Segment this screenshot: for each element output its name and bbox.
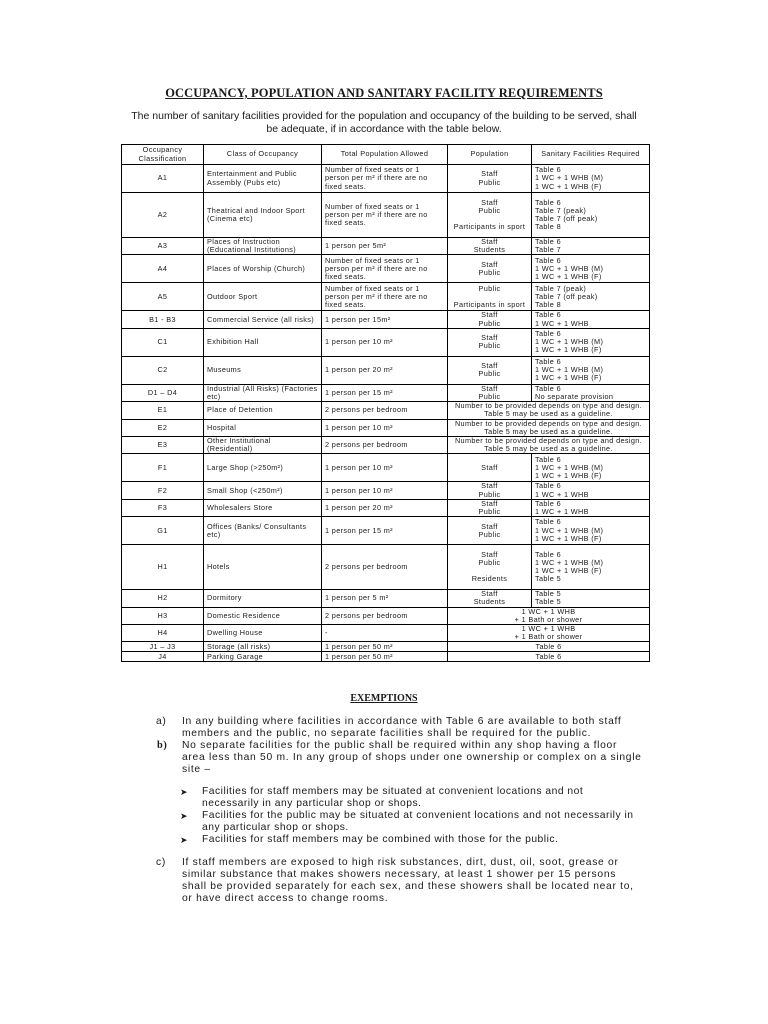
table-row xyxy=(122,165,650,193)
header-population: Population xyxy=(448,145,532,165)
population-entry: Staff xyxy=(481,481,498,491)
facility-entry: 1 WC + 1 WHB (M) xyxy=(535,173,604,183)
cell-facilities xyxy=(532,328,650,356)
cell-classification xyxy=(122,517,204,545)
table-row xyxy=(122,590,650,607)
table-row xyxy=(122,356,650,384)
population-entry: Staff xyxy=(481,310,498,320)
facility-entry: Table 6 xyxy=(535,255,561,265)
total-population: 1 person per 5 m² xyxy=(325,593,389,603)
exemption-b-marker: b) xyxy=(157,740,168,751)
cell-class-of-occupancy xyxy=(204,625,322,642)
cell-class-of-occupancy xyxy=(204,652,322,662)
cell-classification xyxy=(122,193,204,238)
bullet-arrow-icon: ➤ xyxy=(180,811,189,821)
classification-code: A1 xyxy=(157,173,168,183)
cell-class-of-occupancy xyxy=(204,311,322,328)
bullet-item xyxy=(180,810,642,834)
population-entry: Staff xyxy=(481,462,498,472)
cell-population xyxy=(448,545,532,590)
occupancy-class: Hospital xyxy=(207,422,237,432)
facility-entry: Table 5 xyxy=(535,597,561,607)
bullet-text: Facilities for staff members may be combined with those for the public. xyxy=(202,834,559,845)
bullet-item xyxy=(180,834,642,846)
cell-sanitary-note xyxy=(448,652,650,662)
cell-class-of-occupancy xyxy=(204,238,322,255)
intro-paragraph: The number of sanitary facilities provided for the population and occupancy of the building to be served, shall be adequate, if in accordance with the table below. xyxy=(131,110,637,135)
cell-classification xyxy=(122,238,204,255)
sanitary-note: Table 6 xyxy=(535,651,562,661)
bullet-text: Facilities for the public may be situated at convenient locations and not necessarily in any particular shop or shops. xyxy=(202,810,634,833)
classification-code: A2 xyxy=(157,209,168,219)
sanitary-note: Number to be provided depends on type and design. Table 5 may be used as a guideline. xyxy=(454,401,643,419)
occupancy-class: Outdoor Sport xyxy=(207,291,258,301)
cell-total-population xyxy=(322,283,448,311)
cell-classification xyxy=(122,356,204,384)
header-total-population: Total Population Allowed xyxy=(322,145,448,165)
total-population: 1 person per 5m² xyxy=(325,241,387,251)
total-population: Number of fixed seats or 1 person per m² if there are no fixed seats. xyxy=(325,283,428,309)
header-occupancy-classification: Occupancy Classification xyxy=(122,145,204,165)
cell-class-of-occupancy xyxy=(204,517,322,545)
total-population: 1 person per 20 m² xyxy=(325,365,393,375)
classification-code: E1 xyxy=(157,405,168,415)
population-entry: Staff xyxy=(481,169,498,179)
facility-entry: 1 WC + 1 WHB (F) xyxy=(535,272,602,281)
cell-class-of-occupancy xyxy=(204,590,322,607)
cell-population xyxy=(448,517,532,545)
total-population: 2 persons per bedroom xyxy=(325,562,408,572)
cell-class-of-occupancy xyxy=(204,356,322,384)
classification-code: C2 xyxy=(157,365,168,375)
population-entry: Staff xyxy=(481,384,498,393)
classification-code: F2 xyxy=(157,485,168,495)
bullet-arrow-icon: ➤ xyxy=(180,835,189,845)
cell-classification xyxy=(122,625,204,642)
classification-code: H3 xyxy=(157,610,168,620)
facility-entry: 1 WC + 1 WHB (M) xyxy=(535,525,604,535)
table-row xyxy=(122,642,650,652)
occupancy-class: Exhibition Hall xyxy=(207,337,259,347)
cell-total-population xyxy=(322,238,448,255)
table-row xyxy=(122,517,650,545)
facility-entry: Table 7 (off peak) xyxy=(535,291,598,301)
bullet-arrow-icon: ➤ xyxy=(180,787,189,797)
total-population: 1 person per 20 m² xyxy=(325,502,393,512)
population-entry: Staff xyxy=(481,361,498,371)
classification-code: H4 xyxy=(157,628,168,638)
cell-classification xyxy=(122,607,204,624)
cell-class-of-occupancy xyxy=(204,454,322,482)
total-population: 1 person per 15 m² xyxy=(325,387,393,397)
population-entry: Public xyxy=(478,489,501,499)
cell-total-population xyxy=(322,482,448,499)
cell-class-of-occupancy xyxy=(204,499,322,516)
cell-sanitary-note xyxy=(448,402,650,419)
facility-entry: Table 6 xyxy=(535,310,561,320)
table-row xyxy=(122,193,650,238)
total-population: 1 person per 10 m² xyxy=(325,422,393,432)
table-row xyxy=(122,437,650,454)
population-entry: Staff xyxy=(481,237,498,246)
cell-class-of-occupancy xyxy=(204,607,322,624)
cell-class-of-occupancy xyxy=(204,437,322,454)
cell-total-population xyxy=(322,165,448,193)
classification-code: E2 xyxy=(157,422,168,432)
cell-classification xyxy=(122,165,204,193)
cell-facilities xyxy=(532,283,650,311)
occupancy-class: Hotels xyxy=(207,562,230,572)
facility-entry: Table 7 (peak) xyxy=(535,205,587,215)
cell-facilities xyxy=(532,255,650,283)
occupancy-class: Wholesalers Store xyxy=(207,502,273,512)
cell-facilities xyxy=(532,545,650,590)
population-entry: Public xyxy=(478,392,501,402)
classification-code: A4 xyxy=(157,263,168,273)
classification-code: C1 xyxy=(157,337,168,347)
classification-code: A3 xyxy=(157,241,168,251)
cell-class-of-occupancy xyxy=(204,384,322,401)
table-row xyxy=(122,625,650,642)
facility-entry: Table 6 xyxy=(535,517,561,527)
cell-sanitary-note xyxy=(448,419,650,436)
facility-entry: 1 WC + 1 WHB (F) xyxy=(535,181,602,191)
occupancy-class: Theatrical and Indoor Sport (Cinema etc) xyxy=(207,205,305,223)
sanitary-note: 1 WC + 1 WHB + 1 Bath or shower xyxy=(514,624,583,642)
occupancy-class: Place of Detention xyxy=(207,405,273,415)
total-population: Number of fixed seats or 1 person per m² if there are no fixed seats. xyxy=(325,255,428,281)
table-row xyxy=(122,311,650,328)
cell-population xyxy=(448,311,532,328)
population-entry: Public xyxy=(478,283,501,293)
facility-entry: Table 6 xyxy=(535,329,561,338)
header-class-of-occupancy: Class of Occupancy xyxy=(204,145,322,165)
exemption-c-text: If staff members are exposed to high risk substances, dirt, dust, oil, soot, grease or similar substance that makes showers necessary, at least 1 shower per 15 persons shall be provided separately for each sex, and these showers shall be located near to, or have direct access to change rooms. xyxy=(182,857,634,904)
facility-entry: Table 6 xyxy=(535,197,561,207)
facility-entry: Table 6 xyxy=(535,384,561,393)
facility-entry: Table 7 (peak) xyxy=(535,283,587,293)
total-population: 2 persons per bedroom xyxy=(325,610,408,620)
cell-facilities xyxy=(532,356,650,384)
occupancy-class: Dwelling House xyxy=(207,628,263,638)
cell-classification xyxy=(122,437,204,454)
total-population: 2 persons per bedroom xyxy=(325,405,408,415)
occupancy-class: Dormitory xyxy=(207,593,242,603)
exemption-b xyxy=(157,740,642,776)
facility-entry: Table 6 xyxy=(535,549,561,559)
cell-class-of-occupancy xyxy=(204,402,322,419)
occupancy-class: Commercial Service (all risks) xyxy=(207,314,314,324)
cell-classification xyxy=(122,454,204,482)
cell-population xyxy=(448,454,532,482)
sanitary-note: 1 WC + 1 WHB + 1 Bath or shower xyxy=(514,607,583,624)
sanitary-note: Number to be provided depends on type and design. Table 5 may be used as a guideline. xyxy=(454,419,643,436)
total-population: 1 person per 50 m² xyxy=(325,641,393,651)
population-entry: Public xyxy=(478,507,501,517)
cell-classification xyxy=(122,642,204,652)
total-population: 1 person per 15 m² xyxy=(325,525,393,535)
cell-facilities xyxy=(532,499,650,516)
facility-entry: Table 6 xyxy=(535,237,561,246)
facility-entry: Table 6 xyxy=(535,499,561,508)
cell-facilities xyxy=(532,454,650,482)
exemption-a-marker: a) xyxy=(156,716,167,727)
classification-code: J4 xyxy=(158,651,167,661)
cell-total-population xyxy=(322,402,448,419)
facility-entry: 1 WC + 1 WHB xyxy=(535,489,589,499)
table-row xyxy=(122,328,650,356)
facility-entry: Table 8 xyxy=(535,300,561,309)
population-entry: Staff xyxy=(481,197,498,207)
occupancy-class: Museums xyxy=(207,365,242,375)
cell-facilities xyxy=(532,482,650,499)
occupancy-class: Other Institutional (Residential) xyxy=(207,436,271,454)
exemption-c-marker: c) xyxy=(156,857,166,868)
cell-population xyxy=(448,238,532,255)
total-population: Number of fixed seats or 1 person per m² if there are no fixed seats. xyxy=(325,165,428,191)
cell-population xyxy=(448,283,532,311)
cell-sanitary-note xyxy=(448,607,650,624)
occupancy-class: Places of Worship (Church) xyxy=(207,263,306,273)
cell-total-population xyxy=(322,454,448,482)
sanitary-note: Table 6 xyxy=(535,641,562,651)
cell-classification xyxy=(122,311,204,328)
bullet-text: Facilities for staff members may be situated at convenient locations and not necessarily in any particular shop or shops. xyxy=(202,786,584,809)
cell-total-population xyxy=(322,545,448,590)
facility-entry: Table 6 xyxy=(535,454,561,464)
cell-class-of-occupancy xyxy=(204,283,322,311)
population-entry: Staff xyxy=(481,521,498,531)
table-row xyxy=(122,482,650,499)
facility-entry: Table 8 xyxy=(535,222,561,232)
population-entry: Public xyxy=(478,318,501,328)
classification-code: F1 xyxy=(157,462,168,472)
cell-total-population xyxy=(322,356,448,384)
population-entry: Residents xyxy=(471,574,508,584)
cell-facilities xyxy=(532,238,650,255)
cell-total-population xyxy=(322,625,448,642)
cell-class-of-occupancy xyxy=(204,255,322,283)
cell-sanitary-note xyxy=(448,437,650,454)
total-population: 2 persons per bedroom xyxy=(325,440,408,450)
facility-entry: 1 WC + 1 WHB (F) xyxy=(535,533,602,543)
facility-entry: 1 WC + 1 WHB (M) xyxy=(535,558,604,568)
facility-entry: Table 7 (off peak) xyxy=(535,214,598,223)
cell-class-of-occupancy xyxy=(204,482,322,499)
table-body xyxy=(122,165,650,662)
table-row xyxy=(122,652,650,662)
occupancy-class: Domestic Residence xyxy=(207,610,281,620)
total-population: 1 person per 10 m² xyxy=(325,462,393,472)
cell-total-population xyxy=(322,590,448,607)
classification-code: J1 – J3 xyxy=(149,641,176,651)
facility-entry: Table 6 xyxy=(535,481,561,491)
facility-entry: Table 5 xyxy=(535,589,561,599)
cell-sanitary-note xyxy=(448,625,650,642)
cell-total-population xyxy=(322,328,448,356)
facility-entry: 1 WC + 1 WHB (F) xyxy=(535,373,602,383)
total-population: - xyxy=(325,628,328,638)
cell-classification xyxy=(122,419,204,436)
population-entry: Participants in sport xyxy=(453,300,526,309)
cell-class-of-occupancy xyxy=(204,165,322,193)
facility-entry: 1 WC + 1 WHB xyxy=(535,318,589,328)
classification-code: A5 xyxy=(157,291,168,301)
table-row xyxy=(122,607,650,624)
cell-facilities xyxy=(532,384,650,401)
occupancy-class: Large Shop (>250m²) xyxy=(207,462,284,472)
table-row xyxy=(122,283,650,311)
table-row xyxy=(122,238,650,255)
occupancy-class: Places of Instruction (Educational Institutions) xyxy=(207,237,297,255)
classification-code: F3 xyxy=(157,502,168,512)
cell-population xyxy=(448,356,532,384)
population-entry: Public xyxy=(478,529,501,539)
occupancy-class: Parking Garage xyxy=(207,651,264,661)
population-entry: Public xyxy=(478,205,501,215)
page-title: OCCUPANCY, POPULATION AND SANITARY FACILITY REQUIREMENTS xyxy=(165,86,603,100)
table-row xyxy=(122,402,650,419)
table-row xyxy=(122,384,650,401)
table-row xyxy=(122,419,650,436)
cell-total-population xyxy=(322,193,448,238)
population-entry: Students xyxy=(473,245,506,255)
occupancy-class: Entertainment and Public Assembly (Pubs etc) xyxy=(207,169,297,187)
exemptions-title: EXEMPTIONS xyxy=(350,693,418,704)
cell-population xyxy=(448,384,532,401)
table-row xyxy=(122,454,650,482)
population-entry: Staff xyxy=(481,499,498,508)
facility-entry: Table 6 xyxy=(535,165,561,175)
total-population: 1 person per 50 m² xyxy=(325,651,393,661)
occupancy-class: Small Shop (<250m²) xyxy=(207,485,283,495)
facility-entry: 1 WC + 1 WHB (M) xyxy=(535,263,604,273)
table-row xyxy=(122,545,650,590)
cell-total-population xyxy=(322,437,448,454)
cell-total-population xyxy=(322,517,448,545)
cell-classification xyxy=(122,482,204,499)
facility-entry: 1 WC + 1 WHB (F) xyxy=(535,471,602,481)
cell-population xyxy=(448,165,532,193)
cell-total-population xyxy=(322,642,448,652)
facility-entry: 1 WC + 1 WHB xyxy=(535,507,589,517)
cell-population xyxy=(448,193,532,238)
cell-facilities xyxy=(532,165,650,193)
cell-class-of-occupancy xyxy=(204,419,322,436)
cell-classification xyxy=(122,590,204,607)
facility-entry: Table 6 xyxy=(535,357,561,366)
cell-classification xyxy=(122,255,204,283)
cell-population xyxy=(448,328,532,356)
population-entry: Staff xyxy=(481,333,498,343)
cell-class-of-occupancy xyxy=(204,328,322,356)
exemption-b-text: No separate facilities for the public shall be required within any shop having a floor area less than 50 m. In any group of shops under one ownership or complex on a single site – xyxy=(182,740,642,775)
facility-entry: 1 WC + 1 WHB (F) xyxy=(535,566,602,576)
population-entry: Students xyxy=(473,597,506,607)
population-entry: Public xyxy=(478,369,501,379)
table-row xyxy=(122,499,650,516)
facility-entry: Table 5 xyxy=(535,574,561,584)
exemption-a xyxy=(156,716,642,740)
table-row xyxy=(122,255,650,283)
classification-code: G1 xyxy=(157,525,168,535)
classification-code: D1 – D4 xyxy=(147,387,178,397)
cell-classification xyxy=(122,328,204,356)
occupancy-class: Storage (all risks) xyxy=(207,641,271,651)
population-entry: Public xyxy=(478,267,501,277)
facility-entry: 1 WC + 1 WHB (M) xyxy=(535,365,604,375)
cell-facilities xyxy=(532,517,650,545)
facility-entry: Table 7 xyxy=(535,245,561,255)
population-entry: Participants in sport xyxy=(453,222,526,232)
sanitary-note: Number to be provided depends on type and design. Table 5 may be used as a guideline. xyxy=(454,436,643,454)
cell-total-population xyxy=(322,384,448,401)
header-sanitary-facilities: Sanitary Facilities Required xyxy=(532,145,650,165)
population-entry: Staff xyxy=(481,549,498,559)
cell-total-population xyxy=(322,419,448,436)
facility-entry: No separate provision xyxy=(535,392,614,402)
cell-facilities xyxy=(532,311,650,328)
population-entry: Public xyxy=(478,341,501,351)
cell-facilities xyxy=(532,590,650,607)
cell-population xyxy=(448,499,532,516)
cell-class-of-occupancy xyxy=(204,545,322,590)
population-entry: Staff xyxy=(481,259,498,269)
total-population: 1 person per 10 m² xyxy=(325,337,393,347)
cell-sanitary-note xyxy=(448,642,650,652)
classification-code: H2 xyxy=(157,593,168,603)
occupancy-class: Industrial (All Risks) (Factories etc) xyxy=(207,384,318,402)
cell-total-population xyxy=(322,311,448,328)
classification-code: E3 xyxy=(157,440,168,450)
cell-total-population xyxy=(322,652,448,662)
cell-class-of-occupancy xyxy=(204,193,322,238)
cell-classification xyxy=(122,652,204,662)
cell-classification xyxy=(122,545,204,590)
cell-classification xyxy=(122,384,204,401)
cell-total-population xyxy=(322,499,448,516)
cell-classification xyxy=(122,402,204,419)
cell-population xyxy=(448,482,532,499)
total-population: 1 person per 15m² xyxy=(325,314,391,324)
cell-population xyxy=(448,590,532,607)
population-entry: Staff xyxy=(481,589,498,599)
facility-entry: 1 WC + 1 WHB (M) xyxy=(535,462,604,472)
occupancy-class: Offices (Banks/ Consultants etc) xyxy=(207,521,307,539)
exemption-c xyxy=(156,857,642,905)
classification-code: H1 xyxy=(157,562,168,572)
cell-classification xyxy=(122,283,204,311)
total-population: Number of fixed seats or 1 person per m² if there are no fixed seats. xyxy=(325,201,428,228)
cell-classification xyxy=(122,499,204,516)
cell-population xyxy=(448,255,532,283)
exemption-a-text: In any building where facilities in accordance with Table 6 are available to both staff members and the public, no separate facilities shall be required for the public. xyxy=(182,716,622,739)
cell-facilities xyxy=(532,193,650,238)
cell-total-population xyxy=(322,607,448,624)
facility-entry: 1 WC + 1 WHB (F) xyxy=(535,345,602,355)
table-header-row xyxy=(122,145,650,165)
occupancy-table xyxy=(121,144,650,662)
total-population: 1 person per 10 m² xyxy=(325,485,393,495)
population-entry: Public xyxy=(478,558,501,568)
cell-total-population xyxy=(322,255,448,283)
bullet-item xyxy=(180,786,642,810)
classification-code: B1 - B3 xyxy=(149,314,176,324)
facility-entry: 1 WC + 1 WHB (M) xyxy=(535,337,604,347)
cell-class-of-occupancy xyxy=(204,642,322,652)
population-entry: Public xyxy=(478,177,501,187)
